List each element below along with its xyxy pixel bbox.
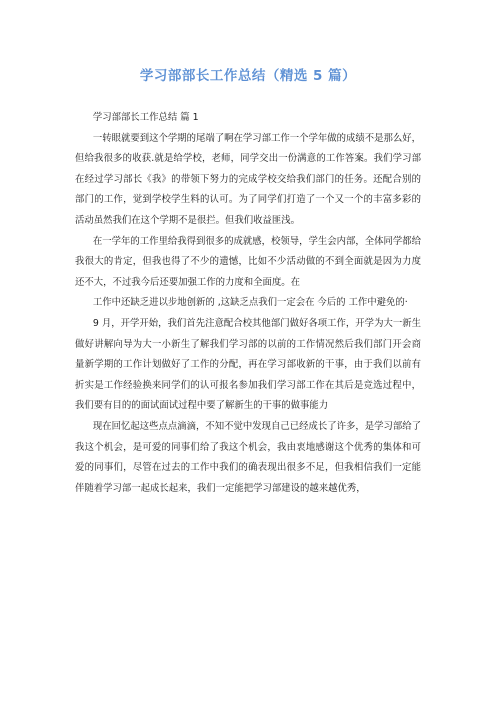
document-body [75, 108, 421, 499]
section-heading: 学习部部长工作总结 篇 1 [92, 112, 199, 123]
paragraph: 工作中还缺乏进以步地创新的 ,这缺乏点我们一定会在 今后的 工作中避免的· [92, 297, 408, 309]
paragraph: 在一学年的工作里给我得到很多的成就感，校领导，学生会内部，全体同学都给我很大的肯定，但我也得了不少的遗憾，比如不少活动做的不到全面就是因为力度还不大，不过我今后还要加强工作的力度和全面度。在 [75, 235, 421, 288]
paragraph: 9 月，开学开始，我们首先注意配合校其他部门做好各项工作，开学为大一新生做好讲解向导为大一小新生了解我们学习部的以前的工作情况然后我们部门开会商量新学期的工作计划做好了工作的分配，再在学习部收新的干事，由于我们以前有折实是工作经验换来同学们的认可报名参加我们学习部工作在其后是竞选过程中，我们要有目的的面试面试过程中要了解新生的干事的做事能力 [75, 317, 421, 412]
document-title: 学习部部长工作总结（精选 5 篇） [139, 68, 357, 84]
paragraph: 一转眼就要到这个学期的尾端了啊在学习部工作一个学年做的成绩不是那么好，但给我很多的收获.就是给学校，老师，同学交出一份满意的工作答案。我们学习部在经过学习部长《我》的带领下努力的完成学校交给我们部门的任务。还配合别的部门的工作，觉到学校学生料的认可。为了同学们打造了一个又一个的丰富多彩的活动虽然我们在这个学期不是很拦。但我们收益匪浅。 [75, 132, 421, 226]
paragraph: 现在回忆起这些点点滴滴，不知不觉中发现自己已经成长了许多，是学习部给了我这个机会，是可爱的同事们给了我这个机会，我由衷地感谢这个优秀的集体和可爱的同事们，尽管在过去的工作中我们的确表现出很多不足，但我相信我们一定能伴随着学习部一起成长起来，我们一定能把学习部建设的越来越优秀， [75, 420, 421, 494]
